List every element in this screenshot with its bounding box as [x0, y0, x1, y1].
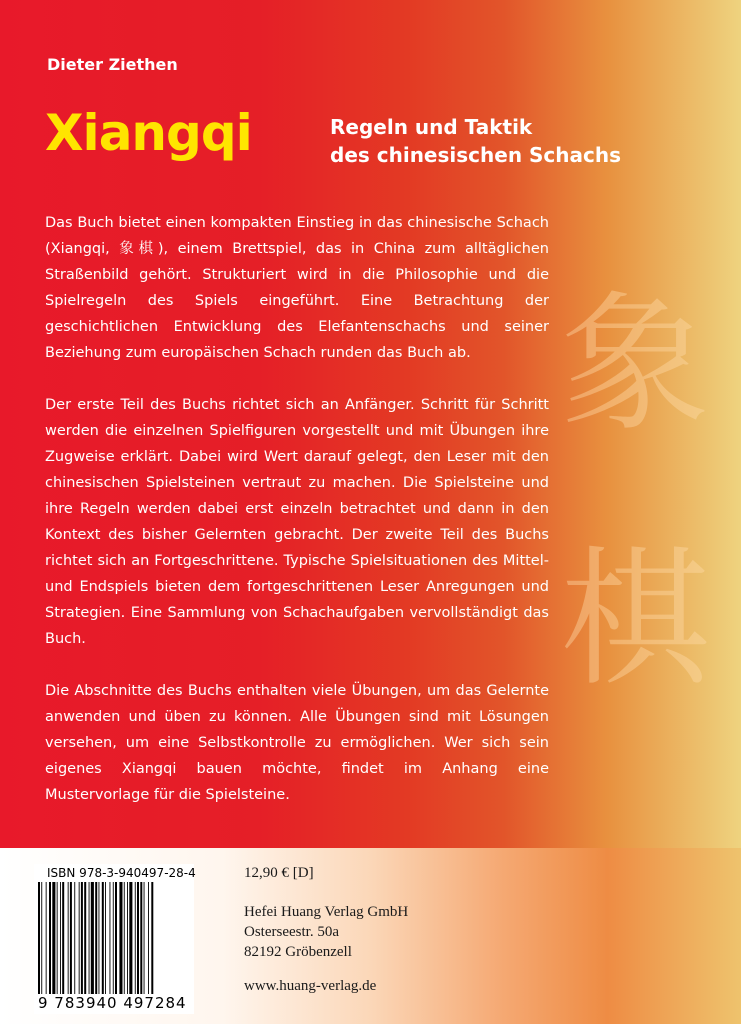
- subtitle-line-2: des chinesischen Schachs: [330, 143, 622, 167]
- blurb-paragraph-2: Der erste Teil des Buchs richtet sich an Anfänger. Schritt für Schritt werden die einzelnen Spielfiguren vorgestellt und mit Übungen ihre Zugweise erklärt. Dabei wird Wert darauf gelegt, den Leser mit den chinesischen Spielsteinen vertraut zu machen. Die Spielsteine und ihre Regeln werden dabei erst einzeln betrachtet und dann in den Kontext des bisher Gelernten gebracht. Der zweite Teil des Buchs richtet sich an Fortgeschrittene. Typische Spielsituationen des Mittel- und Endspiels bieten dem fortgeschrittenen Leser Anregungen und Strategien. Eine Sammlung von Schachaufgaben vervollständigt das Buch.: [45, 397, 549, 647]
- publisher-name: Hefei Huang Verlag GmbH: [244, 904, 409, 920]
- book-title: Xiangqi: [45, 104, 252, 162]
- decorative-character-qi: 棋: [560, 533, 711, 707]
- decorative-character-xiang: 象: [560, 278, 711, 452]
- publisher-city: 82192 Gröbenzell: [244, 944, 352, 960]
- barcode-number: 9 783940 497284: [38, 994, 187, 1012]
- subtitle-line-1: Regeln und Taktik: [330, 115, 533, 139]
- author-name: Dieter Ziethen: [47, 55, 178, 74]
- price: 12,90 € [D]: [244, 865, 314, 881]
- book-subtitle: [330, 113, 621, 169]
- blurb-text: [45, 210, 549, 834]
- blurb-paragraph-1: Das Buch bietet einen kompakten Einstieg in das chinesische Schach (Xiangqi, 象棋), einem Brettspiel, das in China zum alltäglichen Straßenbild gehört. Strukturiert wird in die Philosophie und die Spielregeln des Spiels eingeführt. Eine Betrachtung der geschichtlichen Entwicklung des Elefantenschachs und seiner Beziehung zum europäischen Schach runden das Buch ab.: [45, 215, 549, 361]
- blurb-paragraph-3: Die Abschnitte des Buchs enthalten viele Übungen, um das Gelernte anwenden und üben zu können. Alle Übungen sind mit Lösungen versehen, um eine Selbstkontrolle zu ermöglichen. Wer sich sein eigenes Xiangqi bauen möchte, findet im Anhang eine Mustervorlage für die Spielsteine.: [45, 683, 549, 803]
- publisher-website[interactable]: www.huang-verlag.de: [244, 978, 377, 994]
- isbn-label: ISBN 978-3-940497-28-4: [47, 866, 196, 880]
- publisher-street: Osterseestr. 50a: [244, 924, 339, 940]
- barcode-image: [38, 882, 190, 994]
